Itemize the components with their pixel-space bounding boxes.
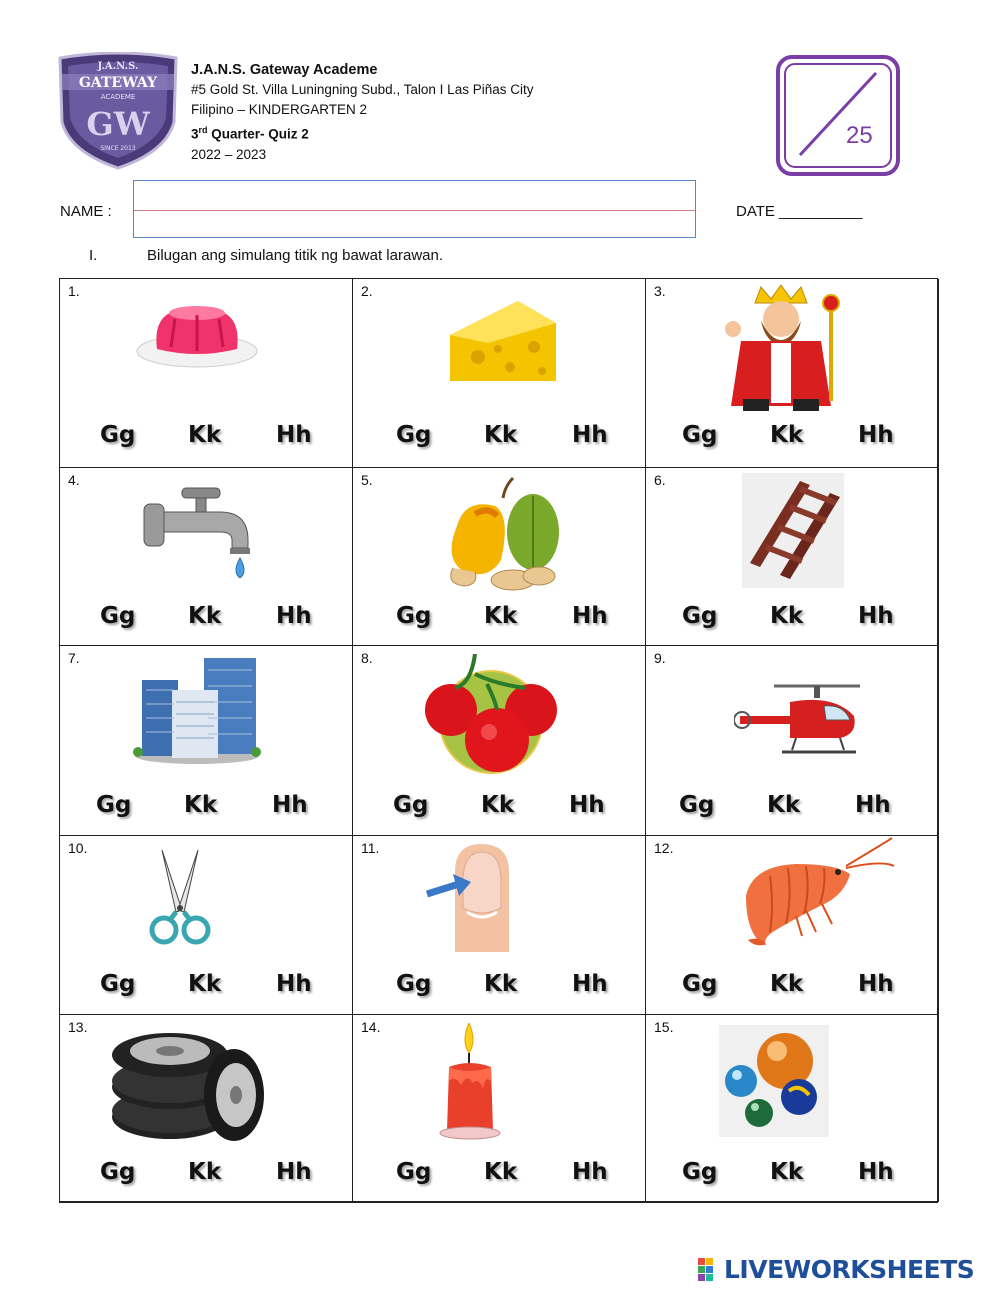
option-gg[interactable]: Gg [396,1159,432,1185]
logo-since-text: SINCE 2013 [100,145,136,152]
gelatin-picture [135,299,260,371]
option-hh[interactable]: Hh [572,971,608,997]
item-number: 13. [68,1019,88,1035]
subject-line: Filipino – KINDERGARTEN 2 [191,102,368,117]
liveworksheets-logo-icon [698,1258,722,1282]
option-gg[interactable]: Gg [100,971,136,997]
option-hh[interactable]: Hh [276,603,312,629]
school-info [191,60,533,165]
tomatoes-picture [415,654,563,774]
quiz-item-11 [353,836,646,1015]
score-box [776,55,900,176]
option-kk[interactable]: Kk [481,792,515,818]
quiz-item-15 [646,1015,939,1202]
option-hh[interactable]: Hh [272,792,308,818]
cheese-picture [448,297,560,385]
option-hh[interactable]: Hh [276,971,312,997]
option-hh[interactable]: Hh [572,603,608,629]
option-kk[interactable]: Kk [770,1159,804,1185]
option-gg[interactable]: Gg [682,422,718,448]
name-input[interactable] [133,180,696,238]
quiz-item-8 [353,646,646,836]
option-hh[interactable]: Hh [569,792,605,818]
quarter-suffix: rd [198,125,208,135]
option-kk[interactable]: Kk [770,603,804,629]
helicopter-picture [734,680,864,770]
faucet-picture [140,476,260,584]
buildings-picture [132,656,262,764]
ladder-picture [742,473,844,588]
logo-top-text: J.A.N.S. [97,61,139,72]
option-kk[interactable]: Kk [484,971,518,997]
option-kk[interactable]: Kk [770,971,804,997]
option-kk[interactable]: Kk [188,422,222,448]
quiz-item-4 [60,468,353,646]
item-number: 8. [361,650,373,666]
score-total: 25 [846,122,873,149]
quiz-item-9 [646,646,939,836]
item-number: 12. [654,840,674,856]
option-gg[interactable]: Gg [100,603,136,629]
quarter-number: 3 [191,126,199,142]
option-gg[interactable]: Gg [100,422,136,448]
quiz-item-1 [60,279,353,468]
option-gg[interactable]: Gg [396,603,432,629]
item-number: 7. [68,650,80,666]
fingernail-picture [425,842,521,954]
option-hh[interactable]: Hh [858,603,894,629]
logo-sub-text: ACADEME [100,93,136,101]
school-logo [56,52,180,170]
item-number: 6. [654,472,666,488]
cashew-picture [435,476,563,594]
option-hh[interactable]: Hh [858,422,894,448]
school-year: 2022 – 2023 [191,146,267,162]
king-picture [721,281,851,416]
school-name: J.A.N.S. Gateway Academe [191,62,378,78]
quiz-item-2 [353,279,646,468]
date-field[interactable]: DATE __________ [736,203,863,220]
option-gg[interactable]: Gg [396,422,432,448]
option-hh[interactable]: Hh [858,971,894,997]
item-number: 11. [361,840,380,856]
option-kk[interactable]: Kk [188,1159,222,1185]
option-kk[interactable]: Kk [484,1159,518,1185]
tires-picture [108,1025,268,1143]
logo-monogram: GW [86,105,150,143]
option-kk[interactable]: Kk [188,603,222,629]
scissors-picture [148,848,212,948]
candle-picture [439,1023,507,1141]
item-number: 4. [68,472,80,488]
school-address: #5 Gold St. Villa Luningning Subd., Talon I Las Piñas City [191,82,534,97]
instruction-number: I. [89,247,98,264]
instruction-text: Bilugan ang simulang titik ng bawat larawan. [147,247,444,264]
option-gg[interactable]: Gg [396,971,432,997]
quiz-item-3 [646,279,939,468]
logo-main-text: GATEWAY [78,75,158,91]
option-kk[interactable]: Kk [484,422,518,448]
quiz-item-14 [353,1015,646,1202]
quiz-title [191,120,533,145]
quiz-item-13 [60,1015,353,1202]
item-number: 9. [654,650,666,666]
option-kk[interactable]: Kk [767,792,801,818]
item-number: 14. [361,1019,381,1035]
option-kk[interactable]: Kk [770,422,804,448]
option-hh[interactable]: Hh [572,1159,608,1185]
option-gg[interactable]: Gg [679,792,715,818]
quiz-item-7 [60,646,353,836]
item-number: 15. [654,1019,674,1035]
quiz-item-12 [646,836,939,1015]
quiz-item-10 [60,836,353,1015]
option-kk[interactable]: Kk [484,603,518,629]
name-label: NAME : [60,203,112,220]
item-number: 10. [68,840,88,856]
item-number: 2. [361,283,373,299]
option-gg[interactable]: Gg [96,792,132,818]
option-gg[interactable]: Gg [682,603,718,629]
liveworksheets-brand: LIVEWORKSHEETS [724,1255,975,1284]
item-number: 3. [654,283,666,299]
option-gg[interactable]: Gg [682,971,718,997]
name-writing-line [134,210,695,211]
option-hh[interactable]: Hh [276,1159,312,1185]
option-gg[interactable]: Gg [682,1159,718,1185]
option-kk[interactable]: Kk [184,792,218,818]
quiz-title-rest: Quarter- Quiz 2 [207,126,309,142]
option-hh[interactable]: Hh [855,792,891,818]
option-kk[interactable]: Kk [188,971,222,997]
quiz-grid [59,278,938,1203]
option-gg[interactable]: Gg [393,792,429,818]
option-hh[interactable]: Hh [572,422,608,448]
shrimp-picture [726,836,896,948]
marbles-picture [719,1025,829,1137]
option-gg[interactable]: Gg [100,1159,136,1185]
option-hh[interactable]: Hh [276,422,312,448]
item-number: 1. [68,283,80,299]
quiz-item-6 [646,468,939,646]
item-number: 5. [361,472,373,488]
quiz-item-5 [353,468,646,646]
option-hh[interactable]: Hh [858,1159,894,1185]
